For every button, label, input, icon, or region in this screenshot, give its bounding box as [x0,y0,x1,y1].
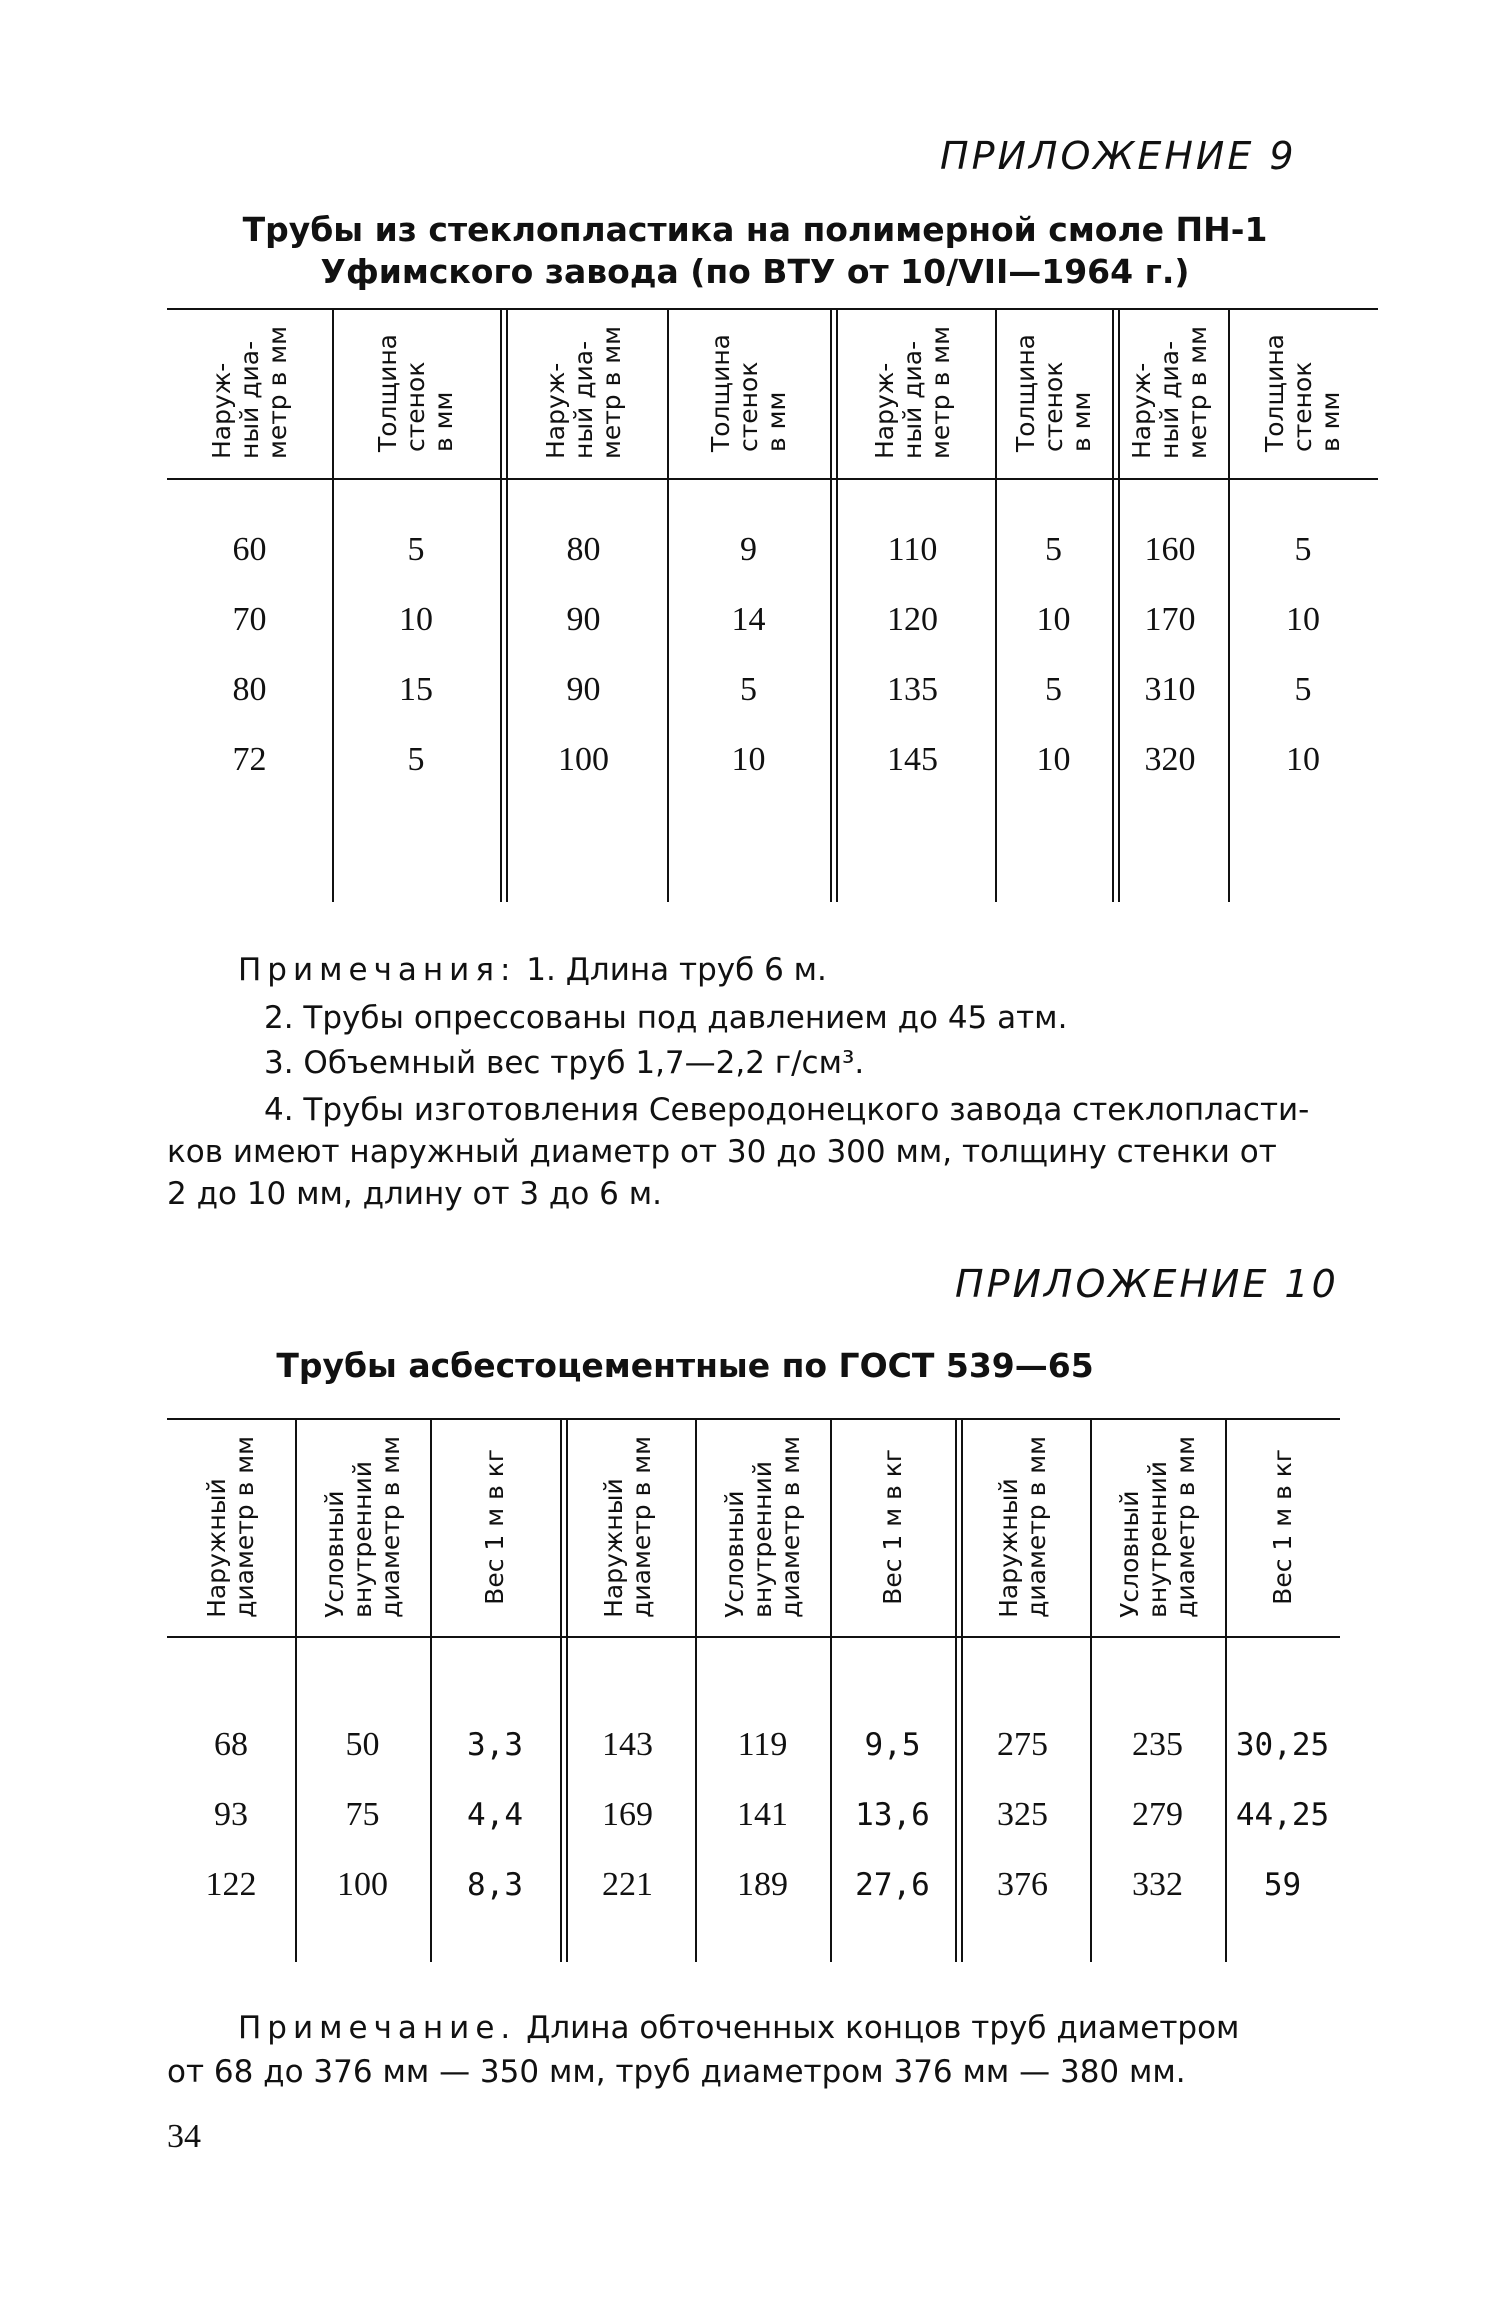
table-10-cell: 13,6 [855,1797,930,1833]
table-10-cell: 122 [205,1866,257,1903]
note-text-1: Длина обточенных концов труб диаметром [526,2010,1240,2046]
table-10-cell: 275 [997,1726,1048,1763]
note-label: Примечание. [238,2010,517,2046]
table-9-cell: 90 [566,601,601,638]
notes-label: Примечания: [238,952,517,988]
table-10-cell: 143 [602,1726,653,1763]
table-9-cell: 10 [1036,601,1071,638]
appendix-9-title-line-2: Уфимского завода (по ВТУ от 10/VII—1964 г.) [320,252,1190,291]
table-10-cell: 8,3 [467,1867,523,1903]
table-9-header-label: Наруж- ный диа- метр в мм [540,326,626,460]
table-9-cell: 135 [887,671,938,708]
table-10-cell: 221 [602,1866,653,1903]
table-10-cell: 44,25 [1235,1797,1330,1833]
appendix-10-heading: ПРИЛОЖЕНИЕ 10 [955,1262,1339,1306]
table-9-cell: 5 [1294,531,1312,568]
table-10-cell: 50 [345,1726,380,1763]
table-10-cell: 332 [1132,1866,1183,1903]
table-9-header-label: Наруж- ный диа- метр в мм [206,326,292,460]
table-9-cell: 80 [566,531,601,568]
table-10-column-header [1229,1424,1336,1630]
table-10-cell: 27,6 [855,1867,930,1903]
table-10-header-label: Наружный диаметр в мм [993,1436,1051,1618]
table-9-cell: 10 [1036,741,1071,778]
table-10-cell: 68 [214,1726,248,1763]
table-10-cell: 376 [997,1866,1048,1903]
table-10-cell: 279 [1132,1796,1183,1833]
table-9-cell: 5 [740,671,757,708]
table-9-cell: 160 [1144,531,1196,568]
table-10-header-label: Условный внутренний диаметр в мм [1114,1436,1200,1618]
table-10-column-header [564,1424,691,1630]
table-10-cell: 75 [345,1796,380,1833]
table-10-column-header [299,1424,426,1630]
table-9-cell: 100 [558,741,609,778]
note-2: 2. Трубы опрессованы под давлением до 45 атм. [264,1000,1068,1036]
table-10-cell: 189 [737,1866,788,1903]
table-9-cell: 5 [407,741,425,778]
note-4-line-1: 4. Трубы изготовления Северодонецкого завода стеклопласти- [264,1092,1310,1128]
table-9-cell: 15 [399,671,433,708]
table-10-top-rule [167,1418,1340,1420]
table-9-cell: 310 [1144,671,1196,708]
table-10-column-header [1094,1424,1221,1630]
appendix-9-heading: ПРИЛОЖЕНИЕ 9 [940,134,1297,178]
table-9-cell: 60 [232,531,267,568]
table-10-cell: 4,4 [467,1797,523,1833]
table-9-cell: 10 [399,601,433,638]
table-10-column-header [171,1424,291,1630]
table-9-header-label: Наруж- ный диа- метр в мм [869,326,955,460]
table-9-cell: 170 [1144,601,1196,638]
table-9-cell: 320 [1144,741,1196,778]
table-10-column-header [834,1424,951,1630]
note-3: 3. Объемный вес труб 1,7—2,2 г/см³. [264,1045,865,1081]
table-9-header-label: Толщина стенок в мм [1010,333,1096,452]
notes-10-line-1 [238,2010,1239,2046]
table-10-column-header [959,1424,1086,1630]
table-10-cell: 3,3 [467,1727,523,1763]
table-10-header-label: Наружный диаметр в мм [598,1436,656,1618]
table-9-cell: 9 [740,531,757,568]
table-10-cell: 235 [1132,1726,1183,1763]
table-9-header-label: Толщина стенок в мм [705,333,791,452]
table-9-header-label: Наруж- ный диа- метр в мм [1127,326,1212,460]
table-9-header-label: Толщина стенок в мм [373,333,458,452]
table-10-header-label: Условный внутренний диаметр в мм [319,1436,405,1618]
table-9-cell: 10 [1286,601,1320,638]
table-10-column-header [434,1424,556,1630]
table-10-header-label: Вес 1 м в кг [877,1449,907,1605]
appendix-9-title-line-1: Трубы из стеклопластика на полимерной смоле ПН-1 [242,210,1268,249]
note-text-2: от 68 до 376 мм — 350 мм, труб диаметром 376 мм — 380 мм. [167,2054,1186,2090]
table-10-header-label: Наружный диаметр в мм [202,1436,259,1618]
table-9-cell: 120 [887,601,938,638]
table-10-cell: 59 [1263,1867,1302,1903]
note-1: 1. Длина труб 6 м. [526,952,827,988]
table-9-cell: 14 [731,601,766,638]
table-9-cell: 80 [232,671,267,708]
table-9-cell: 5 [1045,671,1062,708]
table-10-cell: 141 [737,1796,788,1833]
appendix-10-title: Трубы асбестоцементные по ГОСТ 539—65 [276,1346,1094,1385]
page-number: 34 [167,2118,201,2155]
table-9-cell: 90 [566,671,601,708]
table-9-cell: 10 [1286,741,1320,778]
table-9-header-label: Толщина стенок в мм [1260,333,1345,452]
table-10-cell: 325 [997,1796,1048,1833]
table-10-header-label: Условный внутренний диаметр в мм [719,1436,805,1618]
table-9-cell: 72 [232,741,267,778]
note-4-line-3: 2 до 10 мм, длину от 3 до 6 м. [167,1176,663,1212]
table-10-column-header [699,1424,826,1630]
table-10-header-rule [167,1636,1340,1638]
table-10-header-label: Вес 1 м в кг [1267,1449,1297,1605]
table-9-cell: 70 [232,601,267,638]
table-10-header-label: Вес 1 м в кг [480,1449,509,1605]
table-10-cell: 30,25 [1235,1727,1330,1763]
table-9-cell: 5 [407,531,425,568]
table-9-cell: 5 [1294,671,1312,708]
table-10-cell: 100 [337,1866,388,1903]
table-9-cell: 110 [887,531,938,568]
table-10-cell: 119 [737,1726,788,1763]
note-4-line-2: ков имеют наружный диаметр от 30 до 300 мм, толщину стенки от [167,1134,1277,1170]
table-10-cell: 93 [214,1796,248,1833]
table-9-cell: 5 [1045,531,1062,568]
table-9-cell: 10 [731,741,766,778]
table-10-cell: 169 [602,1796,653,1833]
table-9-cell: 145 [887,741,938,778]
table-10-cell: 9,5 [864,1727,921,1763]
